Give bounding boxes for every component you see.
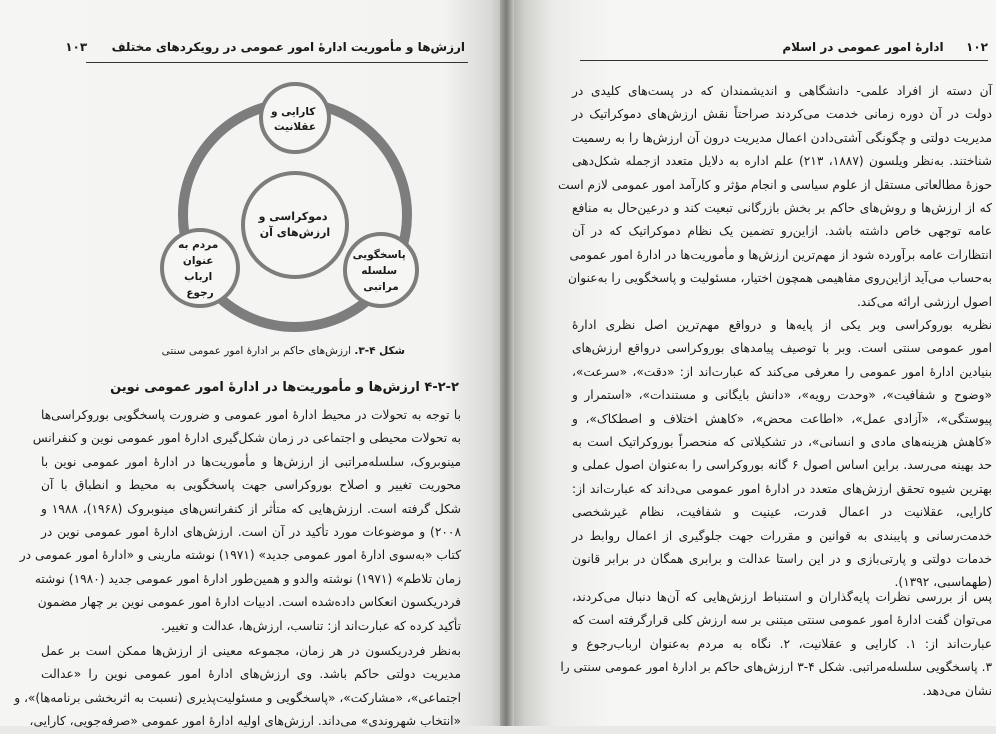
text-line: به تحولات محیطی و اجتماعی در زمان شکل‌گیری ادارهٔ امور عمومی نوین و کنفرانس — [32, 431, 461, 446]
text-line: حوزهٔ مطالعاتی مستقل از علوم سیاسی و انجام مؤثر و کارآمد امور عمومی لازم است — [558, 177, 992, 192]
text-line: مدیریت دولتی حاکم باشد. وی ارزش‌های ادارهٔ امور عمومی نوین را «عدالت — [41, 667, 461, 682]
text-line: محوریت تغییر و اصلاح بوروکراسی جهت پاسخگویی به محیط و انطباق با آن — [41, 478, 461, 493]
text-line: تأکید کرده که عبارت‌اند از: تناسب، ارزش‌ها، عدالت و تغییر. — [161, 618, 461, 633]
text-line: کتاب «به‌سوی ادارهٔ امور عمومی جدید» (۱۹۷۱) نوشته مارینی و «ادارهٔ امور عمومی در — [19, 548, 461, 563]
right-paragraph-3 — [560, 586, 992, 703]
text-line: «انتخاب شهروندی» می‌داند. ارزش‌های اولیه ادارهٔ امور عمومی «صرفه‌جویی، کارایی، — [29, 714, 461, 729]
right-running-head — [782, 40, 988, 54]
text-line: «کاهش هزینه‌های مادی و انسانی»، در تشکیلاتی که منحصراً بوروکراتیک است به — [572, 435, 992, 450]
right-page-number: ۱۰۲ — [966, 40, 988, 54]
text-line: خدمت‌رسانی و پایبندی به قوانین و مقررات جهت جلوگیری از اعمال روابط در — [572, 528, 992, 543]
text-line: حد بهینه می‌رسد. براین اساس اصول ۶ گانه بوروکراسی را به‌عنوان اصول عملی و — [572, 458, 992, 473]
text-line: به‌نظر فردریکسون در هر زمان، مجموعه معینی از ارزش‌ها ممکن است بر عمل — [41, 644, 461, 658]
text-line: «وضوح و شفافیت»، «وحدت رویه»، «دانش بایگانی و مستندات»، «استمرار و — [572, 388, 992, 403]
right-page — [505, 0, 996, 726]
section-heading: ۴-۲-۲ ارزش‌ها و مأموریت‌ها در ادارهٔ امور عمومی نوین — [110, 380, 459, 395]
figure-caption — [162, 345, 405, 357]
node-label-line: سلسله — [361, 265, 398, 277]
values-diagram — [160, 80, 430, 350]
node-label-line: پاسخگویی — [352, 249, 406, 261]
text-line: خدمات دولتی و پارتی‌بازی و در این راستا عدالت و برابری همگان در برابر قانون — [572, 552, 992, 567]
right-paragraph-2 — [572, 314, 992, 595]
figure-caption-label: شکل ۴-۳. — [354, 345, 405, 357]
left-header-title: ارزش‌ها و مأموریت ادارهٔ امور عمومی در رویکردهای مختلف — [111, 40, 465, 54]
book-spine-shadow — [500, 0, 514, 726]
text-line: مدیریت دولتی و چگونگی آشتی‌دادن اعمال مدیریت درون آن ارزش‌ها را به رسمیت — [572, 130, 992, 145]
left-paragraph-1 — [19, 404, 462, 638]
right-header-rule — [580, 60, 988, 61]
text-line: زمان تلاطم» (۱۹۷۱) نوشته والدو و همین‌طور ادارهٔ امور عمومی جدید (۱۹۸۰) نوشته — [34, 571, 461, 586]
left-running-head — [65, 40, 465, 54]
text-line: عامه توجهی خاص داشته باشد. ازاین‌رو تضمین یک نظام دموکراتیک که در آن — [572, 224, 992, 239]
text-line: بنیادین ادارهٔ امور عمومی را معرفی می‌کند که عبارت‌اند از: «دقت»، «سرعت»، — [572, 364, 992, 379]
center-label-line: ارزش‌های آن — [259, 226, 331, 239]
text-line: می‌توان گفت ادارهٔ امور عمومی سنتی مبتنی بر سه ارزش کلی قرارگرفته است که — [572, 613, 992, 628]
text-line: انتظارات عامه برآورده شود از مهم‌ترین ارزش‌ها و مأموریت‌ها در ادارهٔ امور عمومی — [569, 247, 992, 262]
text-line: ۳. پاسخگویی سلسله‌مراتبی. شکل ۴-۳ ارزش‌های حاکم بر ادارهٔ امور عمومی سنتی را — [560, 660, 992, 675]
node-label-line: ارباب — [184, 271, 213, 283]
text-line: نشان می‌دهد. — [922, 683, 992, 698]
text-line: که از ارزش‌ها و روش‌های حاکم بر بخش بازرگانی تبعیت کند و درعین‌حال به منافع — [572, 201, 992, 216]
node-efficiency — [261, 84, 329, 152]
text-line: عبارت‌اند از: ۱. کارایی و عقلانیت، ۲. نگاه به مردم به‌عنوان ارباب‌رجوع و — [572, 636, 992, 651]
text-line: پس از بررسی نظرات پایه‌گذاران و استنباط ارزش‌هایی که آن‌ها دنبال می‌کردند، — [572, 590, 992, 604]
text-line: پیوستگی»، «آزادی عمل»، «اطاعت محض»، «کاهش اختلاف و اصطکاک»، و — [572, 411, 992, 426]
node-label-line: مردم به — [178, 239, 219, 251]
right-header-title: ادارهٔ امور عمومی در اسلام — [782, 40, 944, 54]
text-line: نظریه بوروکراسی وبر یکی از پایه‌ها و درواقع مهم‌ترین اصل نظری ادارهٔ — [572, 318, 992, 332]
text-line: ۲۰۰۸) و موضوعات مورد تأکید در آن است. ارزش‌های ادارهٔ امور عمومی نوین در — [41, 525, 461, 540]
text-line: به‌حساب می‌آید ازاین‌روی مفاهیمی همچون اختیار، مسئولیت و پاسخگویی را به‌عنوان — [567, 271, 992, 286]
text-line: فردریکسون انعکاس داده‌شده است. ادبیات ادارهٔ امور عمومی نوین بر چهار مضمون — [37, 595, 461, 610]
center-label-line: دموکراسی و — [258, 210, 328, 223]
text-line: اصول ارزشی ارائه می‌کند. — [856, 294, 992, 309]
text-line: مینوبروک، سلسله‌مراتبی از ارزش‌ها و مأموریت‌ها در ادارهٔ امور عمومی نوین با — [41, 454, 461, 469]
text-line: کارایی، عقلانیت در اعمال قدرت، عینیت و شفافیت، نظام غیرشخصی — [572, 505, 992, 520]
text-line: شناختند. به‌نظر ویلسون (۱۸۸۷، ۲۱۳) علم اداره به دلایل متعدد ازجمله شکل‌دهی — [572, 154, 992, 169]
left-paragraph-2 — [14, 640, 461, 734]
right-paragraph-1 — [558, 80, 992, 314]
node-label-line: مراتبی — [363, 281, 399, 293]
node-label-line: رجوع — [186, 287, 214, 299]
text-line: بهترین شیوه تحقق ارزش‌های متعدد در ادارهٔ امور عمومی می‌داند که عبارت‌اند از: — [572, 481, 992, 496]
node-label-line: کارایی و — [270, 106, 316, 118]
text-line: با توجه به تحولات در محیط ادارهٔ امور عمومی و ضرورت پاسخگویی بوروکراسی‌ها — [41, 408, 461, 422]
text-line: اجتماعی»، «مشارکت»، «پاسخگویی و مسئولیت‌پذیری (نسبت به اثربخشی برنامه‌ها)»، و — [14, 690, 461, 705]
text-line: امور عمومی سنتی است. وبر با توصیف پیامدهای بوروکراسی درواقع ارزش‌های — [572, 341, 992, 356]
node-label-line: عقلانیت — [273, 121, 317, 133]
node-label-line: عنوان — [182, 255, 214, 267]
text-line: شکل گرفته است. ارزش‌هایی که متأثر از کنفرانس‌های مینوبروک (۱۹۶۸)، ۱۹۸۸ و — [41, 501, 462, 516]
left-page-number: ۱۰۳ — [65, 40, 88, 54]
center-circle — [243, 173, 347, 277]
figure-caption-text: ارزش‌های حاکم بر ادارهٔ امور عمومی سنتی — [161, 345, 351, 357]
left-header-rule — [86, 62, 468, 63]
text-line: دولت در آن دوره زمانی خدمت می‌کردند صراحتاً نقش ارزش‌های دموکراتیک در — [572, 107, 992, 122]
text-line: (طهماسبی، ۱۳۹۲). — [894, 575, 992, 590]
text-line: آن دسته از افراد علمی- دانشگاهی و اندیشمندان که در پست‌های کلیدی در — [572, 84, 992, 98]
